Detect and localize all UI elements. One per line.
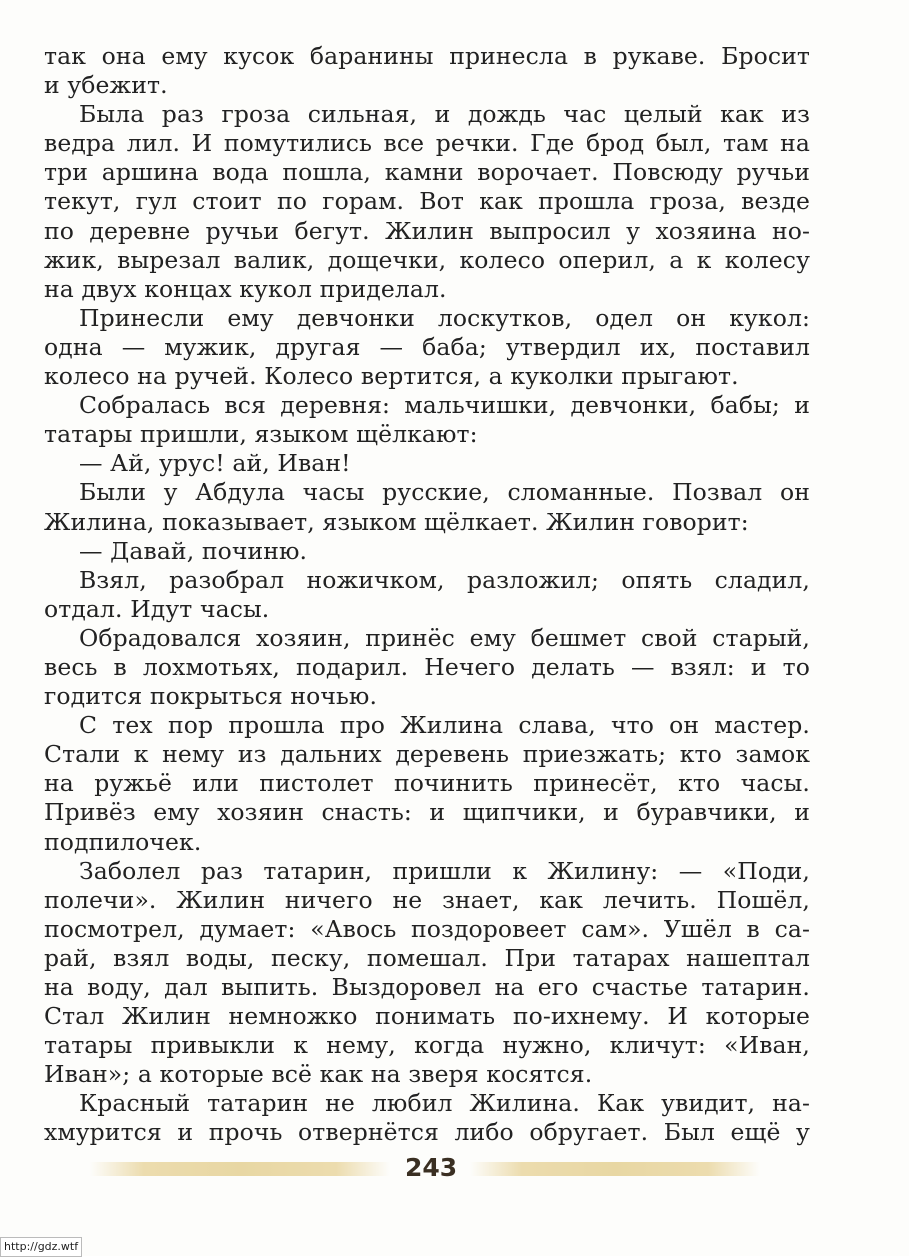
text-line: Были у Абдула часы русские, сломанные. Позвал он — [79, 478, 810, 507]
text-line: — Давай, починю. — [79, 536, 308, 565]
text-line: по деревне ручьи бегут. Жилин выпросил у хозяина но- — [44, 216, 810, 245]
text-line: одна — мужик, другая — баба; утвердил их, поставил — [44, 332, 810, 361]
text-line: рай, взял воды, песку, помешал. При татарах нашептал — [44, 943, 810, 972]
text-line: на ружьё или пистолет починить принесёт, кто часы. — [44, 769, 810, 798]
page-number: 243 — [405, 1153, 458, 1182]
text-line: Красный татарин не любил Жилина. Как увидит, на- — [79, 1089, 810, 1118]
body-text — [44, 42, 810, 1148]
text-line: подпилочек. — [44, 827, 202, 856]
text-line: Стал Жилин немножко понимать по-ихнему. И которые — [44, 1002, 810, 1031]
text-line: хмурится и прочь отвернётся либо обругает. Был ещё у — [44, 1118, 810, 1147]
text-line: татары пришли, языком щёлкают: — [44, 420, 478, 449]
text-line: Обрадовался хозяин, принёс ему бешмет свой старый, — [79, 623, 810, 652]
text-line: посмотрел, думает: «Авось поздоровеет сам». Ушёл в са- — [44, 914, 810, 943]
text-line: Взял, разобрал ножичком, разложил; опять сладил, — [79, 565, 810, 594]
text-line: С тех пор прошла про Жилина слава, что он мастер. — [79, 711, 810, 740]
text-line: Иван»; а которые всё как на зверя косятся. — [44, 1060, 593, 1089]
text-line: и убежит. — [44, 71, 168, 100]
text-line: годится покрыться ночью. — [44, 682, 378, 711]
text-line: колесо на ручей. Колесо вертится, а куколки прыгают. — [44, 362, 739, 391]
text-line: Была раз гроза сильная, и дождь час целый как из — [79, 100, 810, 129]
text-line: Жилина, показывает, языком щёлкает. Жилин говорит: — [44, 507, 749, 536]
watermark-link[interactable]: http://gdz.wtf — [0, 1237, 82, 1257]
text-line: на воду, дал выпить. Выздоровел на его счастье татарин. — [44, 973, 810, 1001]
text-line: Стали к нему из дальних деревень приезжать; кто замок — [44, 740, 810, 769]
text-line: жик, вырезал валик, дощечки, колесо оперил, а к колесу — [44, 245, 810, 274]
text-line: полечи». Жилин ничего не знает, как лечить. Пошёл, — [44, 885, 810, 914]
text-line: Заболел раз татарин, пришли к Жилину: — «Поди, — [79, 856, 810, 885]
text-line: текут, гул стоит по горам. Вот как прошла гроза, везде — [44, 187, 810, 216]
text-line: Принесли ему девчонки лоскутков, одел он кукол: — [79, 303, 810, 332]
page-footer — [0, 1150, 909, 1190]
text-line: Собралась вся деревня: мальчишки, девчонки, бабы; и — [79, 391, 810, 420]
text-line: так она ему кусок баранины принесла в рукаве. Бросит — [44, 42, 810, 70]
decorative-band-left — [90, 1162, 390, 1176]
text-line: — Ай, урус! ай, Иван! — [79, 449, 351, 478]
text-line: ведра лил. И помутились все речки. Где брод был, там на — [44, 129, 810, 158]
text-line: три аршина вода пошла, камни ворочает. Повсюду ручьи — [44, 158, 810, 187]
text-line: на двух концах кукол приделал. — [44, 274, 447, 303]
text-line: татары привыкли к нему, когда нужно, кличут: «Иван, — [44, 1031, 810, 1060]
decorative-band-right — [470, 1162, 760, 1176]
text-line: весь в лохмотьях, подарил. Нечего делать — взял: и то — [44, 652, 810, 681]
text-line: Привёз ему хозяин снасть: и щипчики, и буравчики, и — [44, 798, 810, 827]
text-line: отдал. Идут часы. — [44, 594, 270, 623]
